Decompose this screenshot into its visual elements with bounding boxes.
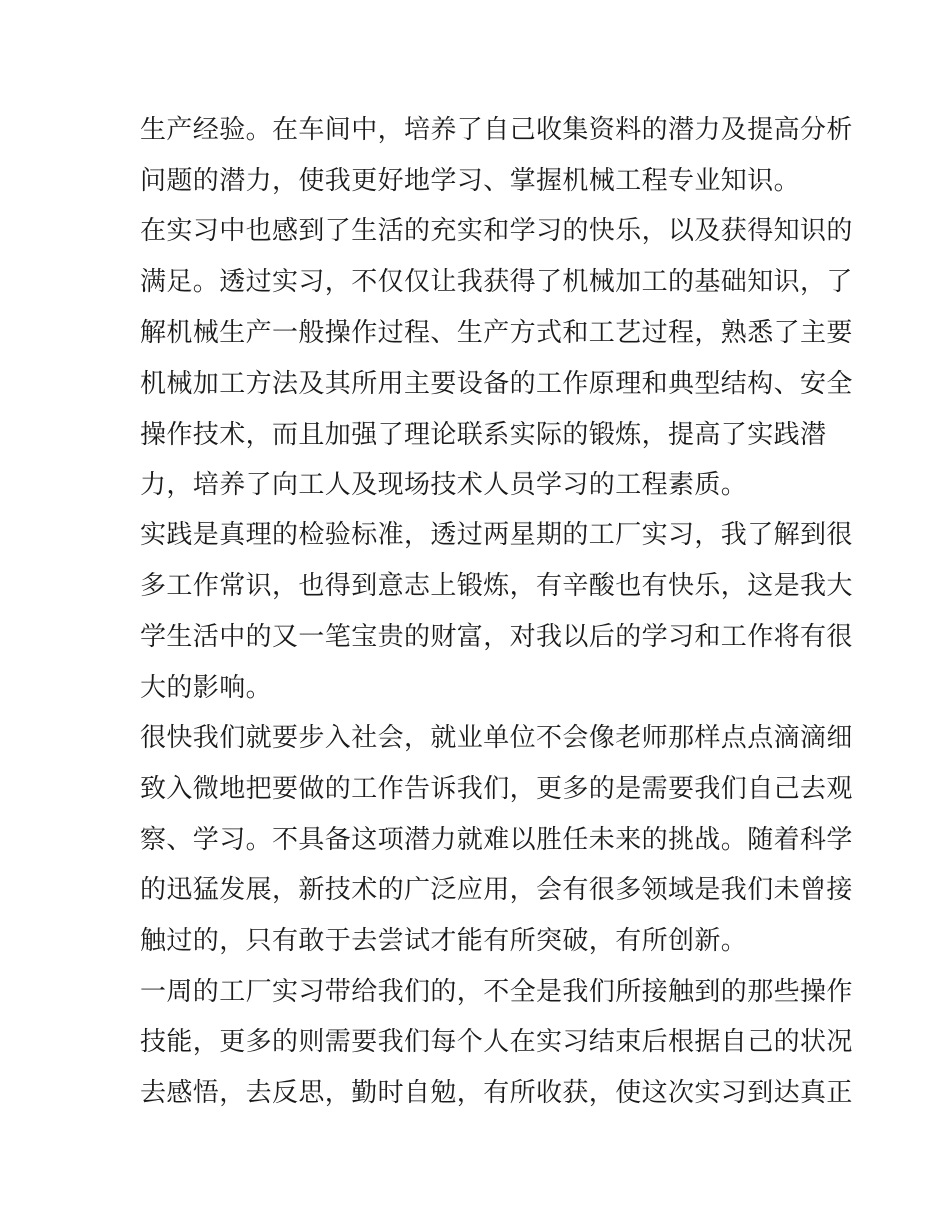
text-line-4: 满足。透过实习，不仅仅让我获得了机械加工的基础知识，了 (140, 267, 853, 297)
text-line-15: 察、学习。不具备这项潜力就难以胜任未来的挑战。随着科学 (140, 825, 853, 855)
text-line-16: 的迅猛发展，新技术的广泛应用，会有很多领域是我们未曾接 (140, 875, 853, 905)
text-line-1: 生产经验。在车间中，培养了自己收集资料的潜力及提高分析 (140, 115, 853, 145)
text-line-14: 致入微地把要做的工作告诉我们，更多的是需要我们自己去观 (140, 774, 853, 804)
text-line-11: 学生活中的又一笔宝贵的财富，对我以后的学习和工作将有很 (140, 622, 853, 652)
text-line-8: 力，培养了向工人及现场技术人员学习的工程素质。 (140, 470, 748, 500)
text-line-12: 大的影响。 (140, 673, 273, 703)
text-line-6: 机械加工方法及其所用主要设备的工作原理和典型结构、安全 (140, 369, 853, 399)
text-line-13: 很快我们就要步入社会，就业单位不会像老师那样点点滴滴细 (140, 723, 853, 753)
text-line-7: 操作技术，而且加强了理论联系实际的锻炼，提高了实践潜 (140, 420, 827, 450)
text-line-3: 在实习中也感到了生活的充实和学习的快乐，以及获得知识的 (140, 216, 853, 246)
text-line-19: 技能，更多的则需要我们每个人在实习结束后根据自己的状况 (140, 1027, 853, 1057)
text-line-17: 触过的，只有敢于去尝试才能有所突破，有所创新。 (140, 926, 748, 956)
text-line-10: 多工作常识，也得到意志上锻炼，有辛酸也有快乐，这是我大 (140, 571, 853, 601)
text-line-5: 解机械生产一般操作过程、生产方式和工艺过程，熟悉了主要 (140, 318, 853, 348)
text-line-18: 一周的工厂实习带给我们的，不全是我们所接触到的那些操作 (140, 977, 853, 1007)
text-line-9: 实践是真理的检验标准，透过两星期的工厂实习，我了解到很 (140, 520, 853, 550)
text-line-20: 去感悟，去反思，勤时自勉，有所收获，使这次实习到达真正 (140, 1078, 853, 1108)
text-line-2: 问题的潜力，使我更好地学习、掌握机械工程专业知识。 (140, 166, 801, 196)
